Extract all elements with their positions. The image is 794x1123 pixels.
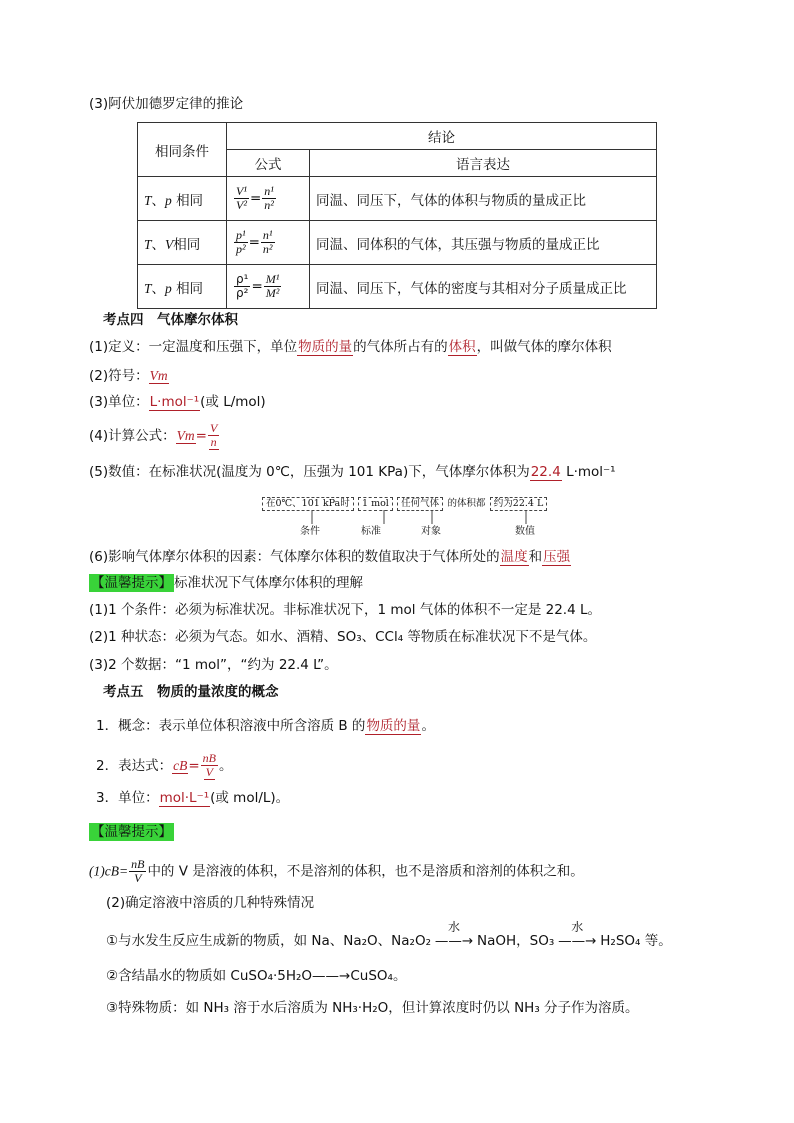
answer-blank: cB [173, 758, 188, 774]
point4-value: (5)数值：在标准状况(温度为 0℃，压强为 101 KPa)下，气体摩尔体积为22.4 L·mol⁻¹ [89, 464, 616, 480]
answer-blank: L·mol⁻¹ [149, 394, 200, 410]
standard-box: 1 mol [358, 497, 393, 511]
row-formula: $\frac{\text{p¹}}{\text{p²}}$ = $\frac{\text{n¹}}{\text{n²}}$ [227, 221, 310, 265]
answer-blank: Vm [149, 368, 168, 383]
diagram-mid-text: 的体积都 [447, 498, 486, 509]
point4-formula: (4)计算公式：Vm= $\frac{V}{n}$ [89, 421, 218, 450]
answer-blank: Vm [176, 428, 195, 444]
row-expression: 同温、同压下，气体的密度与其相对分子质量成正比 [310, 265, 657, 309]
point5-concept: 1．概念：表示单位体积溶液中所含溶质 B 的物质的量。 [96, 718, 435, 734]
answer-blank: mol·L⁻¹ [159, 790, 210, 806]
point5-unit: 3．单位：mol·L⁻¹(或 mol/L)。 [96, 790, 290, 806]
table-row [138, 221, 657, 265]
row-expression: 同温、同体积的气体，其压强与物质的量成正比 [310, 221, 657, 265]
header-expression: 语言表达 [310, 150, 657, 177]
answer-blank: 22.4 [530, 464, 561, 480]
header-conclusion: 结论 [227, 123, 657, 150]
row-condition: T、V相同 [138, 221, 227, 265]
condition-box: 在0℃、101 kPa时 [262, 497, 354, 511]
point4-tip-header: 【温馨提示】 标准状况下气体摩尔体积的理解 [91, 575, 363, 591]
object-box: 任何气体 [397, 497, 443, 511]
point5-title: 考点五 物质的量浓度的概念 [103, 684, 279, 700]
point5-tip-1: (1)cB= $\frac{nB}{V}$ 中的 V 是溶液的体积，不是溶剂的体积，也不是溶质和溶剂的体积之和。 [89, 857, 584, 886]
row-condition: T、p 相同 [138, 265, 227, 309]
row-expression: 同温、同压下，气体的体积与物质的量成正比 [310, 177, 657, 221]
diagram-label-standard: 标准 [361, 526, 381, 537]
diagram-label-object: 对象 [421, 526, 441, 537]
tip-badge: 【温馨提示】 [91, 575, 172, 591]
diagram-label-value: 数值 [515, 526, 535, 537]
diagram-arrows [262, 510, 562, 526]
point4-tip-2: (2)1 种状态：必须为气态。如水、酒精、SO₃、CCl₄ 等物质在标准状况下不是气体。 [89, 629, 597, 645]
point4-tip-3: (3)2 个数据：“1 mol”，“约为 22.4 L”。 [89, 657, 338, 673]
row-formula: $\frac{\text{V¹}}{\text{V²}}$ = $\frac{\text{n¹}}{\text{n²}}$ [227, 177, 310, 221]
row-formula: $\frac{\text{ρ¹}}{\text{ρ²}}$ = $\frac{\text{M¹}}{\text{M²}}$ [227, 265, 310, 309]
header-condition: 相同条件 [138, 123, 227, 177]
molar-volume-diagram [262, 496, 547, 511]
point5-expression: 2．表达式：cB= $\frac{nB}{V}$ 。 [96, 751, 233, 780]
answer-blank: 温度 [500, 549, 528, 565]
point4-factors: (6)影响气体摩尔体积的因素：气体摩尔体积的数值取决于气体所处的温度和压强 [89, 549, 571, 565]
point5-tip-4: ②含结晶水的物质如 CuSO₄·5H₂O——→CuSO₄。 [106, 968, 407, 984]
point5-tip-2: (2)确定溶液中溶质的几种特殊情况 [106, 895, 315, 911]
point4-title: 考点四 气体摩尔体积 [103, 312, 238, 328]
point4-tip-1: (1)1 个条件：必须为标准状况。非标准状况下，1 mol 气体的体积不一定是 22.4 L。 [89, 602, 601, 618]
answer-blank: 体积 [448, 339, 476, 355]
table-row [138, 265, 657, 309]
row-condition: T、p 相同 [138, 177, 227, 221]
point5-tip-header [89, 826, 174, 840]
header-formula: 公式 [227, 150, 310, 177]
point5-tip-3: ①与水发生反应生成新的物质，如 Na、Na₂O、Na₂O₂ 水 ——→ NaOH，SO₃ 水 ——→ H₂SO₄ 等。 [106, 920, 672, 949]
diagram-label-condition: 条件 [300, 526, 320, 537]
point5-tip-5: ③特殊物质：如 NH₃ 溶于水后溶质为 NH₃·H₂O，但计算浓度时仍以 NH₃ 分子作为溶质。 [106, 1000, 639, 1016]
answer-blank: 物质的量 [298, 339, 353, 355]
value-box: 约为22.4 L [490, 497, 547, 511]
point4-definition: (1)定义：一定温度和压强下，单位物质的量的气体所占有的体积，叫做气体的摩尔体积 [89, 339, 612, 355]
section-heading-avogadro: (3)阿伏加德罗定律的推论 [89, 96, 244, 112]
table-row [138, 177, 657, 221]
point4-unit: (3)单位：L·mol⁻¹(或 L/mol) [89, 394, 266, 410]
tip-badge: 【温馨提示】 [91, 824, 172, 840]
avogadro-table [137, 122, 657, 309]
point4-symbol: (2)符号：Vm [89, 368, 168, 384]
answer-blank: 物质的量 [366, 718, 421, 734]
answer-blank: 压强 [543, 549, 571, 565]
